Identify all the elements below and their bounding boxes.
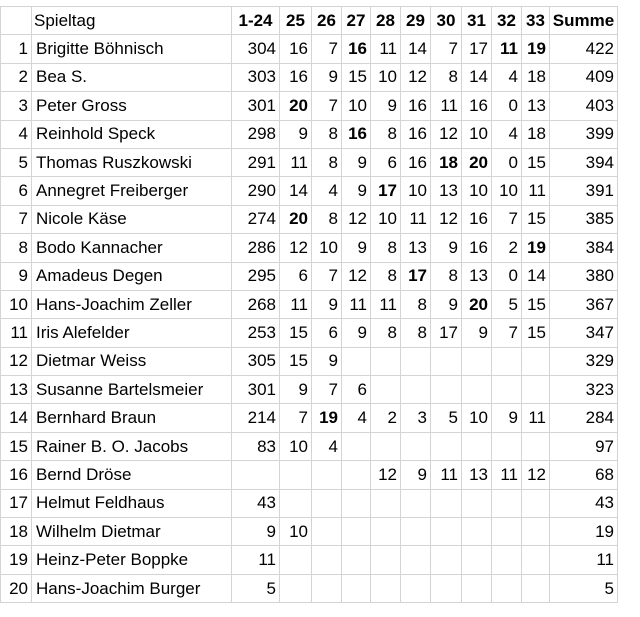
table-row	[1, 205, 618, 233]
matchday-points-cell: 15	[342, 63, 371, 91]
matchday-points-cell: 15	[522, 290, 550, 318]
matchday-points-cell	[492, 376, 522, 404]
points-1-24-cell: 43	[232, 489, 280, 517]
matchday-points-cell: 9	[280, 376, 312, 404]
matchday-points-cell: 0	[492, 262, 522, 290]
sum-cell: 367	[550, 290, 618, 318]
matchday-points-cell	[431, 347, 462, 375]
sum-cell: 68	[550, 461, 618, 489]
matchday-points-cell	[462, 432, 492, 460]
matchday-points-cell: 2	[492, 234, 522, 262]
matchday-points-cell: 16	[280, 63, 312, 91]
rank-cell: 9	[1, 262, 32, 290]
player-name-cell: Rainer B. O. Jacobs	[32, 432, 232, 460]
matchday-points-cell	[431, 546, 462, 574]
rank-cell: 10	[1, 290, 32, 318]
matchday-points-cell	[492, 432, 522, 460]
table-row	[1, 518, 618, 546]
matchday-points-cell	[431, 376, 462, 404]
matchday-points-cell	[522, 347, 550, 375]
sum-cell: 323	[550, 376, 618, 404]
matchday-points-cell: 9	[342, 177, 371, 205]
matchday-points-cell: 4	[312, 432, 342, 460]
matchday-points-cell	[522, 574, 550, 602]
matchday-points-cell	[401, 574, 431, 602]
table-row	[1, 404, 618, 432]
matchday-points-cell: 13	[522, 92, 550, 120]
table-row	[1, 120, 618, 148]
matchday-points-cell	[312, 574, 342, 602]
matchday-points-cell: 9	[371, 92, 401, 120]
matchday-points-cell	[522, 518, 550, 546]
player-name-cell: Thomas Ruszkowski	[32, 148, 232, 176]
matchday-points-cell: 8	[371, 234, 401, 262]
rank-cell: 16	[1, 461, 32, 489]
player-name-cell: Wilhelm Dietmar	[32, 518, 232, 546]
table-row	[1, 319, 618, 347]
header-cell: 31	[462, 7, 492, 35]
rank-cell: 19	[1, 546, 32, 574]
matchday-points-cell: 19	[522, 234, 550, 262]
sum-cell: 384	[550, 234, 618, 262]
matchday-points-cell: 13	[401, 234, 431, 262]
matchday-points-cell: 14	[280, 177, 312, 205]
matchday-points-cell	[401, 518, 431, 546]
matchday-points-cell: 8	[312, 148, 342, 176]
matchday-points-cell: 7	[492, 319, 522, 347]
matchday-points-cell: 10	[492, 177, 522, 205]
matchday-points-cell: 9	[312, 347, 342, 375]
matchday-points-cell: 8	[312, 120, 342, 148]
points-1-24-cell: 11	[232, 546, 280, 574]
player-name-cell: Iris Alefelder	[32, 319, 232, 347]
matchday-points-cell: 13	[462, 461, 492, 489]
matchday-points-cell	[401, 546, 431, 574]
matchday-points-cell	[522, 432, 550, 460]
rank-cell: 3	[1, 92, 32, 120]
player-name-cell: Helmut Feldhaus	[32, 489, 232, 517]
sum-cell: 394	[550, 148, 618, 176]
matchday-points-cell	[462, 518, 492, 546]
header-cell: 27	[342, 7, 371, 35]
rank-cell: 20	[1, 574, 32, 602]
points-1-24-cell: 298	[232, 120, 280, 148]
table-row	[1, 546, 618, 574]
header-cell: 28	[371, 7, 401, 35]
matchday-points-cell	[371, 376, 401, 404]
points-1-24-cell: 291	[232, 148, 280, 176]
matchday-points-cell: 11	[342, 290, 371, 318]
table-row	[1, 489, 618, 517]
matchday-points-cell: 7	[492, 205, 522, 233]
table-row	[1, 461, 618, 489]
matchday-points-cell: 11	[492, 35, 522, 63]
matchday-points-cell: 4	[492, 63, 522, 91]
matchday-points-cell: 11	[431, 92, 462, 120]
matchday-points-cell: 11	[492, 461, 522, 489]
matchday-points-cell: 16	[462, 205, 492, 233]
matchday-points-cell: 16	[342, 35, 371, 63]
matchday-points-cell	[280, 546, 312, 574]
header-corner-cell	[1, 7, 32, 35]
matchday-points-cell: 9	[431, 290, 462, 318]
matchday-points-cell: 14	[522, 262, 550, 290]
matchday-points-cell: 15	[522, 148, 550, 176]
matchday-points-cell: 16	[462, 92, 492, 120]
matchday-points-cell: 12	[431, 205, 462, 233]
points-1-24-cell: 295	[232, 262, 280, 290]
matchday-points-cell: 5	[431, 404, 462, 432]
matchday-points-cell: 7	[312, 376, 342, 404]
table-row	[1, 376, 618, 404]
rank-cell: 6	[1, 177, 32, 205]
matchday-points-cell	[342, 518, 371, 546]
table-row	[1, 262, 618, 290]
matchday-points-cell	[280, 461, 312, 489]
matchday-points-cell: 17	[371, 177, 401, 205]
sum-cell: 422	[550, 35, 618, 63]
header-cell: 33	[522, 7, 550, 35]
matchday-points-cell	[431, 489, 462, 517]
matchday-points-cell: 15	[522, 319, 550, 347]
matchday-points-cell: 0	[492, 148, 522, 176]
player-name-cell: Hans-Joachim Zeller	[32, 290, 232, 318]
matchday-points-cell: 6	[342, 376, 371, 404]
matchday-points-cell	[371, 432, 401, 460]
matchday-points-cell	[342, 461, 371, 489]
matchday-points-cell	[312, 518, 342, 546]
matchday-points-cell: 11	[280, 148, 312, 176]
matchday-points-cell: 9	[401, 461, 431, 489]
matchday-points-cell: 8	[401, 290, 431, 318]
matchday-points-cell	[371, 489, 401, 517]
sum-cell: 5	[550, 574, 618, 602]
matchday-points-cell: 9	[492, 404, 522, 432]
matchday-points-cell: 13	[431, 177, 462, 205]
matchday-points-cell: 17	[462, 35, 492, 63]
matchday-points-cell: 15	[522, 205, 550, 233]
sum-cell: 347	[550, 319, 618, 347]
points-1-24-cell: 286	[232, 234, 280, 262]
player-name-cell: Peter Gross	[32, 92, 232, 120]
matchday-points-cell	[401, 347, 431, 375]
matchday-points-cell: 9	[462, 319, 492, 347]
matchday-points-cell	[371, 574, 401, 602]
rank-cell: 4	[1, 120, 32, 148]
rank-cell: 15	[1, 432, 32, 460]
rank-cell: 17	[1, 489, 32, 517]
matchday-points-cell	[280, 489, 312, 517]
matchday-points-cell	[371, 518, 401, 546]
sum-cell: 19	[550, 518, 618, 546]
matchday-points-cell: 10	[371, 205, 401, 233]
matchday-points-cell: 12	[371, 461, 401, 489]
table-row	[1, 432, 618, 460]
matchday-points-cell: 9	[312, 290, 342, 318]
rank-cell: 11	[1, 319, 32, 347]
matchday-points-cell: 19	[312, 404, 342, 432]
rank-cell: 18	[1, 518, 32, 546]
matchday-points-cell	[492, 347, 522, 375]
table-row	[1, 92, 618, 120]
matchday-points-cell: 4	[492, 120, 522, 148]
matchday-points-cell	[431, 574, 462, 602]
matchday-points-cell: 9	[342, 234, 371, 262]
matchday-points-cell: 7	[280, 404, 312, 432]
sum-cell: 409	[550, 63, 618, 91]
points-1-24-cell: 305	[232, 347, 280, 375]
sum-cell: 329	[550, 347, 618, 375]
matchday-points-cell	[462, 347, 492, 375]
header-cell: Spieltag	[32, 7, 232, 35]
matchday-points-cell: 14	[462, 63, 492, 91]
matchday-points-cell	[492, 574, 522, 602]
matchday-points-cell	[371, 347, 401, 375]
matchday-points-cell: 12	[342, 262, 371, 290]
points-1-24-cell: 274	[232, 205, 280, 233]
rank-cell: 7	[1, 205, 32, 233]
player-name-cell: Susanne Bartelsmeier	[32, 376, 232, 404]
sum-cell: 403	[550, 92, 618, 120]
matchday-points-cell: 20	[280, 205, 312, 233]
matchday-points-cell: 18	[522, 63, 550, 91]
matchday-points-cell: 20	[462, 148, 492, 176]
matchday-points-cell: 10	[342, 92, 371, 120]
matchday-points-cell: 12	[280, 234, 312, 262]
matchday-points-cell	[312, 546, 342, 574]
matchday-points-cell	[401, 376, 431, 404]
matchday-points-cell: 10	[462, 404, 492, 432]
player-name-cell: Heinz-Peter Boppke	[32, 546, 232, 574]
matchday-points-cell: 8	[401, 319, 431, 347]
matchday-points-cell: 16	[342, 120, 371, 148]
matchday-points-cell: 13	[462, 262, 492, 290]
table-row	[1, 148, 618, 176]
player-name-cell: Bernd Dröse	[32, 461, 232, 489]
matchday-points-cell: 12	[401, 63, 431, 91]
rank-cell: 14	[1, 404, 32, 432]
matchday-points-cell: 16	[401, 92, 431, 120]
header-cell: Summe	[550, 7, 618, 35]
header-cell: 26	[312, 7, 342, 35]
points-1-24-cell: 304	[232, 35, 280, 63]
matchday-points-cell: 6	[280, 262, 312, 290]
matchday-points-cell: 12	[342, 205, 371, 233]
matchday-points-cell	[462, 574, 492, 602]
table-row	[1, 290, 618, 318]
matchday-points-cell	[401, 432, 431, 460]
matchday-points-cell: 12	[431, 120, 462, 148]
sum-cell: 399	[550, 120, 618, 148]
points-1-24-cell: 214	[232, 404, 280, 432]
matchday-points-cell: 17	[401, 262, 431, 290]
matchday-points-cell: 18	[431, 148, 462, 176]
matchday-points-cell: 10	[462, 177, 492, 205]
matchday-points-cell: 19	[522, 35, 550, 63]
player-name-cell: Bernhard Braun	[32, 404, 232, 432]
matchday-points-cell: 11	[280, 290, 312, 318]
matchday-points-cell: 4	[342, 404, 371, 432]
points-1-24-cell: 83	[232, 432, 280, 460]
points-1-24-cell: 301	[232, 92, 280, 120]
points-1-24-cell: 268	[232, 290, 280, 318]
matchday-points-cell	[462, 489, 492, 517]
matchday-points-cell	[312, 461, 342, 489]
sum-cell: 11	[550, 546, 618, 574]
matchday-points-cell: 14	[401, 35, 431, 63]
matchday-points-cell: 15	[280, 347, 312, 375]
matchday-points-cell: 11	[371, 35, 401, 63]
table-row	[1, 35, 618, 63]
player-name-cell: Bodo Kannacher	[32, 234, 232, 262]
matchday-points-cell: 8	[312, 205, 342, 233]
table-row	[1, 63, 618, 91]
matchday-points-cell: 6	[312, 319, 342, 347]
sum-cell: 385	[550, 205, 618, 233]
matchday-points-cell: 9	[342, 148, 371, 176]
header-cell: 1-24	[232, 7, 280, 35]
sum-cell: 97	[550, 432, 618, 460]
matchday-points-cell	[492, 489, 522, 517]
matchday-points-cell: 10	[371, 63, 401, 91]
header-cell: 32	[492, 7, 522, 35]
points-1-24-cell: 301	[232, 376, 280, 404]
matchday-points-cell	[342, 574, 371, 602]
matchday-points-cell: 10	[462, 120, 492, 148]
rank-cell: 12	[1, 347, 32, 375]
matchday-points-cell	[462, 376, 492, 404]
matchday-points-cell: 10	[312, 234, 342, 262]
matchday-points-cell	[401, 489, 431, 517]
matchday-points-cell	[431, 518, 462, 546]
matchday-points-cell: 5	[492, 290, 522, 318]
matchday-points-cell: 11	[522, 177, 550, 205]
matchday-points-cell: 18	[522, 120, 550, 148]
matchday-points-cell	[342, 546, 371, 574]
rank-cell: 1	[1, 35, 32, 63]
table-row	[1, 347, 618, 375]
player-name-cell: Bea S.	[32, 63, 232, 91]
player-name-cell: Dietmar Weiss	[32, 347, 232, 375]
points-1-24-cell: 5	[232, 574, 280, 602]
matchday-points-cell: 10	[280, 518, 312, 546]
matchday-points-cell: 16	[280, 35, 312, 63]
matchday-points-cell: 20	[280, 92, 312, 120]
matchday-points-cell: 7	[312, 35, 342, 63]
matchday-points-cell	[342, 489, 371, 517]
matchday-points-cell: 11	[401, 205, 431, 233]
player-name-cell: Nicole Käse	[32, 205, 232, 233]
points-1-24-cell: 303	[232, 63, 280, 91]
rank-cell: 8	[1, 234, 32, 262]
matchday-points-cell	[371, 546, 401, 574]
matchday-points-cell	[431, 432, 462, 460]
matchday-points-cell	[342, 432, 371, 460]
matchday-points-cell	[342, 347, 371, 375]
matchday-points-cell: 8	[371, 120, 401, 148]
matchday-points-cell: 8	[431, 262, 462, 290]
header-cell: 25	[280, 7, 312, 35]
matchday-points-cell	[280, 574, 312, 602]
matchday-points-cell: 7	[312, 92, 342, 120]
matchday-points-cell: 11	[522, 404, 550, 432]
sum-cell: 380	[550, 262, 618, 290]
matchday-points-cell: 7	[431, 35, 462, 63]
matchday-points-cell	[462, 546, 492, 574]
player-name-cell: Hans-Joachim Burger	[32, 574, 232, 602]
matchday-points-cell: 9	[312, 63, 342, 91]
rank-cell: 2	[1, 63, 32, 91]
matchday-points-cell	[312, 489, 342, 517]
table-row	[1, 234, 618, 262]
matchday-points-cell	[492, 518, 522, 546]
matchday-points-cell: 8	[431, 63, 462, 91]
matchday-points-cell: 9	[431, 234, 462, 262]
sum-cell: 391	[550, 177, 618, 205]
matchday-points-cell: 6	[371, 148, 401, 176]
points-1-24-cell	[232, 461, 280, 489]
matchday-points-cell: 10	[401, 177, 431, 205]
matchday-points-cell: 2	[371, 404, 401, 432]
matchday-points-cell: 15	[280, 319, 312, 347]
rank-cell: 13	[1, 376, 32, 404]
header-cell: 30	[431, 7, 462, 35]
matchday-points-cell: 7	[312, 262, 342, 290]
matchday-points-cell: 9	[342, 319, 371, 347]
player-name-cell: Amadeus Degen	[32, 262, 232, 290]
matchday-points-cell: 8	[371, 262, 401, 290]
header-cell: 29	[401, 7, 431, 35]
matchday-points-cell: 4	[312, 177, 342, 205]
player-name-cell: Annegret Freiberger	[32, 177, 232, 205]
matchday-points-cell	[522, 546, 550, 574]
matchday-points-cell: 0	[492, 92, 522, 120]
sum-cell: 284	[550, 404, 618, 432]
matchday-points-cell	[522, 489, 550, 517]
matchday-points-cell: 8	[371, 319, 401, 347]
header-row	[1, 7, 618, 35]
matchday-points-cell: 9	[280, 120, 312, 148]
table-row	[1, 177, 618, 205]
standings-table	[0, 6, 618, 603]
sum-cell: 43	[550, 489, 618, 517]
player-name-cell: Reinhold Speck	[32, 120, 232, 148]
matchday-points-cell: 11	[431, 461, 462, 489]
rank-cell: 5	[1, 148, 32, 176]
table-row	[1, 574, 618, 602]
matchday-points-cell: 16	[401, 120, 431, 148]
matchday-points-cell: 3	[401, 404, 431, 432]
matchday-points-cell: 12	[522, 461, 550, 489]
matchday-points-cell: 17	[431, 319, 462, 347]
matchday-points-cell	[522, 376, 550, 404]
matchday-points-cell: 10	[280, 432, 312, 460]
matchday-points-cell	[492, 546, 522, 574]
points-1-24-cell: 290	[232, 177, 280, 205]
matchday-points-cell: 16	[401, 148, 431, 176]
player-name-cell: Brigitte Böhnisch	[32, 35, 232, 63]
points-1-24-cell: 253	[232, 319, 280, 347]
matchday-points-cell: 20	[462, 290, 492, 318]
matchday-points-cell: 11	[371, 290, 401, 318]
points-1-24-cell: 9	[232, 518, 280, 546]
matchday-points-cell: 16	[462, 234, 492, 262]
